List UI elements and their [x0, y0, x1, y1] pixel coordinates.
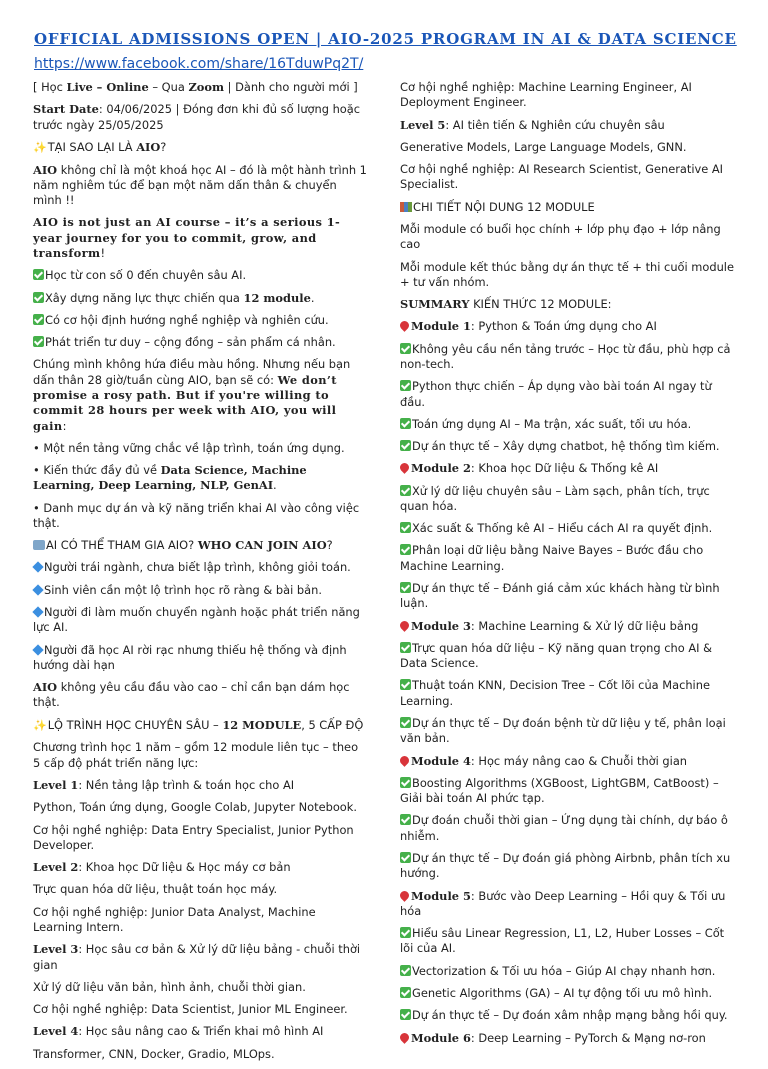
- blue-diamond-icon: [32, 584, 43, 595]
- promise-paragraph: Chúng mình không hứa điều màu hồng. Nhưng nếu bạn dấn thân 28 giờ/tuần cùng AIO, bạn sẽ có: We don’t promise a rosy path. But if you're willing to commit 28 hours per week with AIO, you will gain:: [33, 357, 351, 433]
- check-mark-icon: [400, 343, 411, 354]
- check-item: Xây dựng năng lực thực chiến qua 12 module.: [33, 291, 367, 306]
- check-mark-icon: [33, 336, 44, 347]
- module-item: Dự án thực tế – Dự đoán bệnh từ dữ liệu y tế, phân loại văn bản.: [400, 716, 726, 746]
- level-heading: Level 5: AI tiên tiến & Nghiên cứu chuyên sâu: [400, 117, 665, 132]
- who-item: Người đã học AI rời rạc nhưng thiếu hệ thống và định hướng dài hạn: [33, 642, 347, 672]
- module-heading: Module 5: Bước vào Deep Learning – Hồi quy & Tối ưu hóa: [400, 888, 726, 918]
- check-item: Học từ con số 0 đến chuyên sâu AI.: [33, 268, 367, 283]
- check-mark-icon: [33, 292, 44, 303]
- module-item: Python thực chiến – Áp dụng vào bài toán AI ngay từ đầu.: [400, 379, 712, 409]
- path-heading: ✨LỘ TRÌNH HỌC CHUYÊN SÂU – 12 MODULE, 5 CẤP ĐỘ: [33, 717, 364, 732]
- level-career: Cơ hội nghề nghiệp: AI Research Scientist, Generative AI Specialist.: [400, 162, 724, 192]
- module-item: Dự án thực tế – Dự đoán xâm nhập mạng bằng hồi quy.: [400, 1008, 736, 1023]
- framed-picture-icon: [33, 540, 45, 550]
- check-mark-icon: [400, 418, 411, 429]
- module-item: Trực quan hóa dữ liệu – Kỹ năng quan trọng cho AI & Data Science.: [400, 640, 712, 671]
- detail-line: Mỗi module có buổi học chính + lớp phụ đạo + lớp nâng cao: [400, 221, 721, 252]
- path-description: Chương trình học 1 năm – gồm 12 module liên tục – theo 5 cấp độ phát triển năng lực:: [33, 740, 359, 770]
- pushpin-icon: [398, 320, 411, 333]
- module-item: Không yêu cầu nền tảng trước – Học từ đầu, phù hợp cả non-tech.: [400, 341, 731, 371]
- gain-item: • Một nền tảng vững chắc về lập trình, toán ứng dụng.: [33, 440, 345, 455]
- pushpin-icon: [398, 461, 411, 474]
- blue-diamond-icon: [32, 644, 43, 655]
- check-mark-icon: [400, 522, 411, 533]
- check-item: Phát triển tư duy – cộng đồng – sản phẩm cá nhân.: [33, 335, 367, 350]
- facebook-link[interactable]: https://www.facebook.com/share/16TduwPq2T/: [34, 56, 364, 72]
- mode-line: [ Học Live – Online – Qua Zoom | Dành cho người mới ]: [33, 80, 358, 94]
- level-career: Cơ hội nghề nghiệp: Data Scientist, Junior ML Engineer.: [33, 1002, 348, 1017]
- level-career: Cơ hội nghề nghiệp: Data Entry Specialist, Junior Python Developer.: [33, 822, 354, 852]
- summary-heading: SUMMARY KIẾN THỨC 12 MODULE:: [400, 297, 612, 312]
- level-topics: Transformer, CNN, Docker, Gradio, MLOps.: [33, 1046, 275, 1061]
- module-heading: Module 1: Python & Toán ứng dụng cho AI: [400, 319, 736, 334]
- module-item: Xác suất & Thống kê AI – Hiểu cách AI ra quyết định.: [400, 521, 736, 536]
- module-item: Toán ứng dụng AI – Ma trận, xác suất, tối ưu hóa.: [400, 417, 736, 432]
- module-heading: Module 3: Machine Learning & Xử lý dữ liệu bảng: [400, 619, 736, 634]
- check-mark-icon: [400, 582, 411, 593]
- intro-paragraph: AIO không chỉ là một khoá học AI – đó là một hành trình 1 năm nghiêm túc để bạn một năm dấn thân & chuyển mình !!: [33, 162, 367, 208]
- pushpin-icon: [398, 754, 411, 767]
- level-heading: Level 1: Nền tảng lập trình & toán học cho AI: [33, 778, 295, 793]
- check-mark-icon: [400, 814, 411, 825]
- check-mark-icon: [400, 965, 411, 976]
- check-mark-icon: [400, 679, 411, 690]
- detail-line: Mỗi module kết thúc bằng dự án thực tế + thi cuối module + tư vấn nhóm.: [400, 259, 734, 289]
- module-item: Dự đoán chuỗi thời gian – Ứng dụng tài chính, dự báo ô nhiễm.: [400, 813, 728, 843]
- check-item: Có cơ hội định hướng nghề nghiệp và nghiên cứu.: [33, 313, 367, 328]
- check-mark-icon: [33, 314, 44, 325]
- why-heading: ✨TẠI SAO LẠI LÀ AIO?: [33, 139, 167, 154]
- pushpin-icon: [398, 1031, 411, 1044]
- module-item: Vectorization & Tối ưu hóa – Giúp AI chạy nhanh hơn.: [400, 964, 736, 979]
- who-item: Sinh viên cần một lộ trình học rõ ràng & bài bản.: [33, 583, 367, 598]
- check-mark-icon: [400, 485, 411, 496]
- check-mark-icon: [400, 777, 411, 788]
- module-heading: Module 6: Deep Learning – PyTorch & Mạng nơ-ron: [400, 1031, 736, 1046]
- level-career: Cơ hội nghề nghiệp: Machine Learning Engineer, AI Deployment Engineer.: [400, 80, 692, 110]
- start-date: Start Date: 04/06/2025 | Đóng đơn khi đủ số lượng hoặc trước ngày 25/05/2025: [33, 102, 361, 132]
- blue-diamond-icon: [32, 606, 43, 617]
- no-requirement: AIO không yêu cầu đầu vào cao – chỉ cần bạn dám học thật.: [33, 680, 350, 710]
- who-item: Người đi làm muốn chuyển ngành hoặc phát triển năng lực AI.: [33, 605, 360, 635]
- check-mark-icon: [400, 717, 411, 728]
- module-item: Dự án thực tế – Xây dựng chatbot, hệ thống tìm kiếm.: [400, 439, 736, 454]
- level-career: Cơ hội nghề nghiệp: Junior Data Analyst, Machine Learning Intern.: [33, 904, 316, 934]
- level-heading: Level 3: Học sâu cơ bản & Xử lý dữ liệu bảng - chuỗi thời gian: [33, 942, 361, 972]
- pushpin-icon: [398, 619, 411, 632]
- detail-heading: CHI TIẾT NỘI DUNG 12 MODULE: [400, 200, 736, 215]
- books-icon: [400, 202, 412, 212]
- pushpin-icon: [398, 889, 411, 902]
- module-item: Genetic Algorithms (GA) – AI tự động tối ưu mô hình.: [400, 986, 736, 1001]
- check-mark-icon: [400, 642, 411, 653]
- module-item: Xử lý dữ liệu chuyên sâu – Làm sạch, phân tích, trực quan hóa.: [400, 483, 710, 513]
- check-mark-icon: [400, 927, 411, 938]
- module-item: Hiểu sâu Linear Regression, L1, L2, Huber Losses – Cốt lõi của AI.: [400, 926, 725, 956]
- check-mark-icon: [400, 544, 411, 555]
- level-heading: Level 2: Khoa học Dữ liệu & Học máy cơ bản: [33, 860, 291, 875]
- module-list: [400, 319, 736, 1045]
- module-item: Dự án thực tế – Đánh giá cảm xúc khách hàng từ bình luận.: [400, 581, 720, 611]
- right-column: [400, 80, 736, 1053]
- check-mark-icon: [400, 1009, 411, 1020]
- page-title: OFFICIAL ADMISSIONS OPEN | AIO-2025 PROGRAM IN AI & DATA SCIENCE: [34, 30, 737, 48]
- level-topics: Trực quan hóa dữ liệu, thuật toán học máy.: [33, 882, 278, 897]
- module-item: Phân loại dữ liệu bằng Naive Bayes – Bước đầu cho Machine Learning.: [400, 543, 704, 573]
- module-item: Thuật toán KNN, Decision Tree – Cốt lõi của Machine Learning.: [400, 678, 710, 708]
- check-mark-icon: [400, 380, 411, 391]
- sparkle-icon: ✨: [33, 718, 47, 732]
- check-mark-icon: [400, 987, 411, 998]
- module-heading: Module 4: Học máy nâng cao & Chuỗi thời gian: [400, 754, 736, 769]
- gain-item: • Danh mục dự án và kỹ năng triển khai AI vào công việc thật.: [33, 500, 360, 530]
- sparkle-icon: ✨: [33, 140, 47, 154]
- module-heading: Module 2: Khoa học Dữ liệu & Thống kê AI: [400, 461, 736, 476]
- who-item: Người trái ngành, chưa biết lập trình, không giỏi toán.: [33, 560, 367, 575]
- level-heading: Level 4: Học sâu nâng cao & Triển khai mô hình AI: [33, 1024, 324, 1039]
- module-item: Dự án thực tế – Dự đoán giá phòng Airbnb, phân tích xu hướng.: [400, 850, 731, 881]
- check-mark-icon: [33, 269, 44, 280]
- blue-diamond-icon: [32, 562, 43, 573]
- check-mark-icon: [400, 440, 411, 451]
- level-topics: Python, Toán ứng dụng, Google Colab, Jupyter Notebook.: [33, 800, 357, 815]
- gain-item: • Kiến thức đầy đủ về Data Science, Machine Learning, Deep Learning, NLP, GenAI.: [33, 463, 307, 493]
- level-topics: Generative Models, Large Language Models, GNN.: [400, 139, 687, 154]
- level-topics: Xử lý dữ liệu văn bản, hình ảnh, chuỗi thời gian.: [33, 979, 306, 994]
- check-mark-icon: [400, 852, 411, 863]
- module-item: Boosting Algorithms (XGBoost, LightGBM, CatBoost) – Giải bài toán AI phức tạp.: [400, 775, 719, 806]
- motto-paragraph: AIO is not just an AI course – it’s a serious 1-year journey for you to commit, grow, and transform!: [33, 215, 341, 260]
- who-heading: AI CÓ THỂ THAM GIA AIO? WHO CAN JOIN AIO?: [33, 538, 367, 553]
- left-column: [33, 80, 367, 1069]
